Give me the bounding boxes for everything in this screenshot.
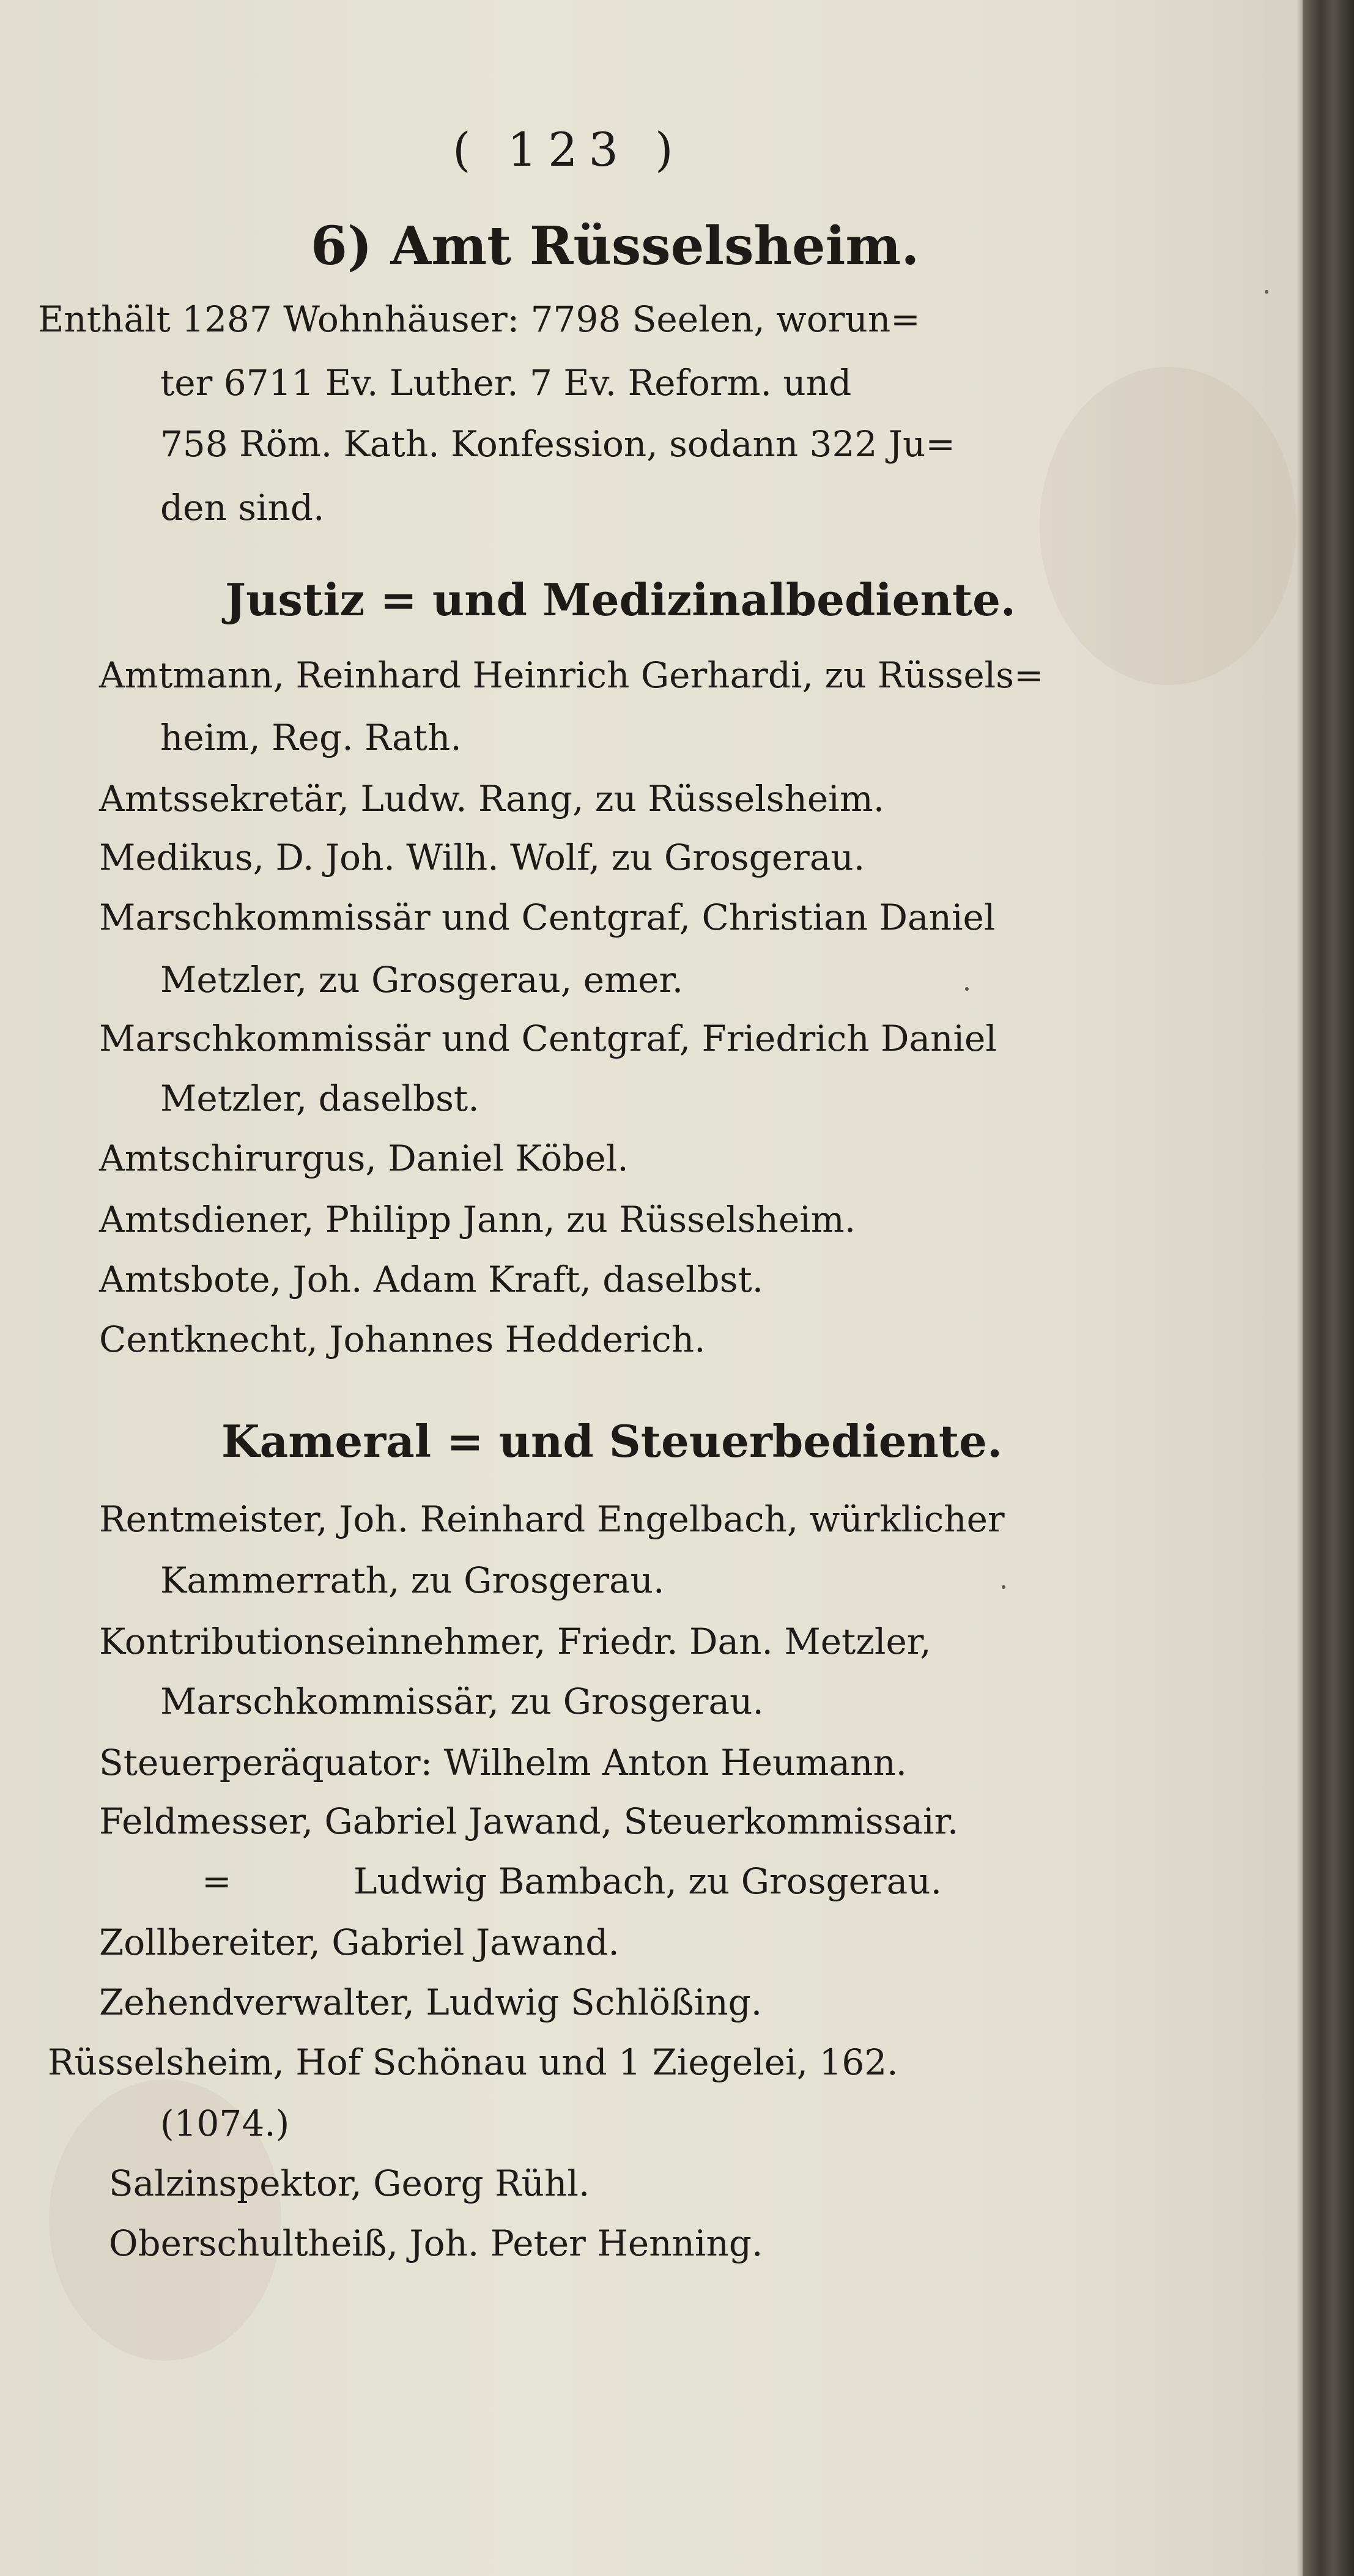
entry-line: Zehendverwalter, Ludwig Schlößing. bbox=[99, 1982, 763, 2023]
page-number: ( 123 ) bbox=[453, 122, 684, 177]
entry-line: Rüsselsheim, Hof Schönau und 1 Ziegelei, 162. bbox=[48, 2041, 898, 2083]
entry-line: Ludwig Bambach, zu Grosgerau. bbox=[353, 1860, 942, 1902]
paper-speck bbox=[1002, 1585, 1005, 1589]
entry-line: Centknecht, Johannes Hedderich. bbox=[99, 1319, 706, 1360]
entry-line: Amtsdiener, Philipp Jann, zu Rüsselsheim. bbox=[99, 1199, 856, 1240]
entry-line: Zollbereiter, Gabriel Jawand. bbox=[99, 1922, 620, 1963]
intro-line: Enthält 1287 Wohnhäuser: 7798 Seelen, worun= bbox=[38, 298, 920, 340]
entry-line: Oberschultheiß, Joh. Peter Henning. bbox=[109, 2223, 763, 2264]
entry-line: Medikus, D. Joh. Wilh. Wolf, zu Grosgerau. bbox=[99, 837, 865, 878]
section-heading-justiz: Justiz = und Medizinalbediente. bbox=[225, 574, 1016, 626]
ditto-mark: = bbox=[202, 1860, 232, 1902]
entry-line: Metzler, zu Grosgerau, emer. bbox=[160, 959, 684, 1001]
entry-line: Kammerrath, zu Grosgerau. bbox=[160, 1560, 665, 1601]
entry-line: Amtsbote, Joh. Adam Kraft, daselbst. bbox=[99, 1259, 764, 1300]
page-title: 6) Amt Rüsselsheim. bbox=[311, 215, 920, 277]
entry-line: Amtschirurgus, Daniel Köbel. bbox=[99, 1138, 629, 1179]
entry-line: Feldmesser, Gabriel Jawand, Steuerkommissair. bbox=[99, 1801, 959, 1842]
entry-line: (1074.) bbox=[160, 2103, 290, 2144]
intro-line: den sind. bbox=[160, 487, 325, 528]
paper-speck bbox=[965, 987, 969, 991]
entry-line: Amtssekretär, Ludw. Rang, zu Rüsselsheim. bbox=[99, 778, 885, 820]
section-heading-kameral: Kameral = und Steuerbediente. bbox=[221, 1415, 1003, 1467]
entry-line: Marschkommissär, zu Grosgerau. bbox=[160, 1681, 764, 1722]
intro-line: ter 6711 Ev. Luther. 7 Ev. Reform. und bbox=[160, 362, 852, 404]
intro-line: 758 Röm. Kath. Konfession, sodann 322 Ju= bbox=[160, 423, 955, 465]
paper-stain bbox=[1040, 367, 1297, 685]
entry-line: Salzinspektor, Georg Rühl. bbox=[109, 2163, 590, 2204]
book-spine bbox=[1303, 0, 1354, 2576]
entry-line: Marschkommissär und Centgraf, Friedrich Daniel bbox=[99, 1018, 997, 1059]
entry-line: Marschkommissär und Centgraf, Christian Daniel bbox=[99, 897, 996, 938]
entry-line: Steuerperäquator: Wilhelm Anton Heumann. bbox=[99, 1742, 908, 1783]
entry-line: Metzler, daselbst. bbox=[160, 1078, 479, 1119]
paper-speck bbox=[1265, 290, 1268, 294]
entry-line: Kontributionseinnehmer, Friedr. Dan. Metzler, bbox=[99, 1621, 931, 1662]
entry-line: heim, Reg. Rath. bbox=[160, 717, 462, 758]
entry-line: Rentmeister, Joh. Reinhard Engelbach, würklicher bbox=[99, 1498, 1005, 1540]
entry-line: Amtmann, Reinhard Heinrich Gerhardi, zu Rüssels= bbox=[99, 654, 1044, 696]
